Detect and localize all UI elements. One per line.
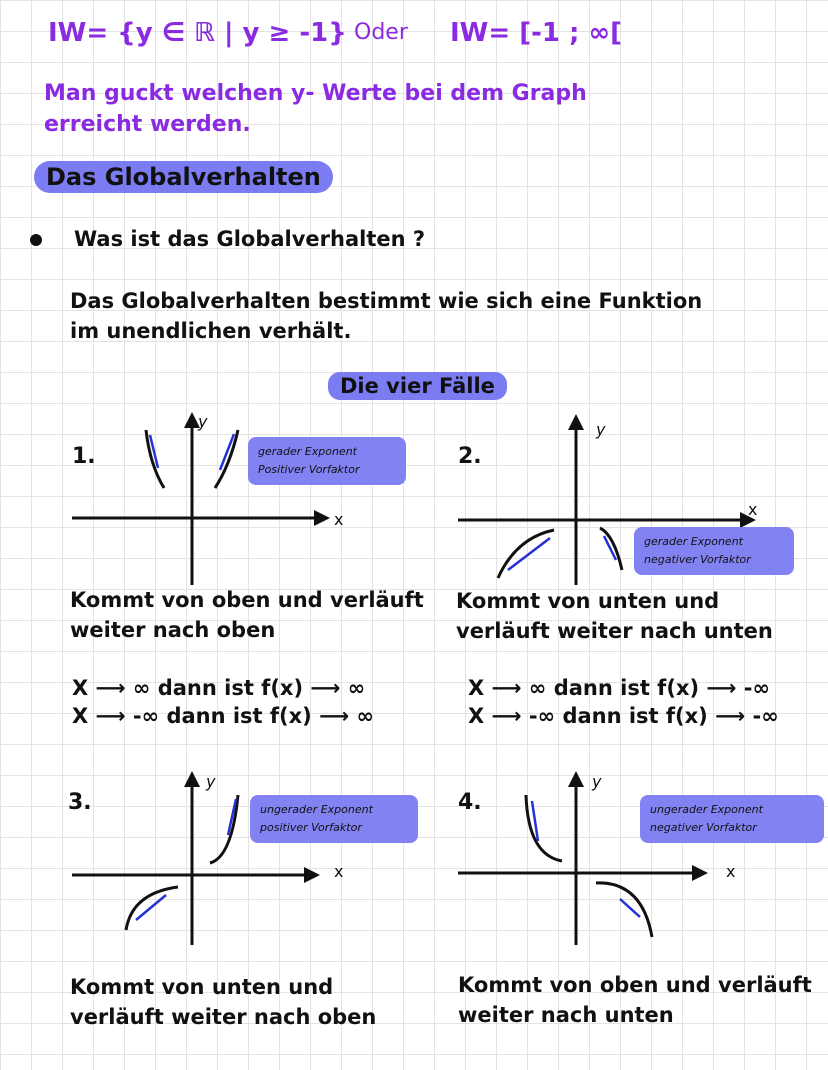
case-1-x-label: x — [334, 510, 344, 529]
case-1-limit-1: X ⟶ ∞ dann ist f(x) ⟶ ∞ — [72, 676, 366, 700]
range-explanation: Man guckt welchen y- Werte bei dem Graph erreicht werden. — [44, 81, 587, 137]
case-3-graph — [70, 765, 360, 955]
case-1-note-line2: Positiver Vorfaktor — [258, 463, 360, 476]
case-3-number: 3. — [68, 790, 92, 815]
case-2-note — [634, 527, 794, 575]
case-1-note — [248, 437, 406, 485]
case-4-desc-2: weiter nach unten — [458, 1003, 674, 1027]
cases-title — [328, 374, 507, 398]
case-4-note — [640, 795, 824, 843]
case-2-y-label: y — [596, 420, 606, 439]
case-1-desc-2: weiter nach oben — [70, 618, 276, 642]
cases-title-text: Die vier Fälle — [328, 372, 507, 400]
case-3-note-line2: positiver Vorfaktor — [260, 821, 362, 834]
question: Was ist das Globalverhalten ? — [74, 227, 426, 251]
case-1-note-line1: gerader Exponent — [258, 445, 357, 458]
case-2-limit-2: X ⟶ -∞ dann ist f(x) ⟶ -∞ — [468, 704, 779, 728]
range-interval: IW= [-1 ; ∞[ — [450, 18, 622, 48]
case-1-desc-1: Kommt von oben und verläuft — [70, 588, 424, 612]
case-2-number: 2. — [458, 444, 482, 469]
case-3-note — [250, 795, 418, 843]
case-1-y-label: y — [198, 412, 208, 431]
case-3-y-label: y — [206, 772, 216, 791]
case-3-x-label: x — [334, 862, 344, 881]
case-3-note-line1: ungerader Exponent — [260, 803, 373, 816]
case-2-x-label: x — [748, 500, 758, 519]
range-set: IW= {y ∈ ℝ | y ≥ -1} — [48, 18, 347, 48]
oder-label: Oder — [354, 20, 408, 45]
case-2-desc-2: verläuft weiter nach unten — [456, 619, 773, 643]
case-4-y-label: y — [592, 772, 602, 791]
case-4-graph — [456, 765, 756, 955]
case-4-desc-1: Kommt von oben und verläuft — [458, 973, 812, 997]
case-2-note-line1: gerader Exponent — [644, 535, 743, 548]
definition: Das Globalverhalten bestimmt wie sich eine Funktion im unendlichen verhält. — [70, 289, 703, 343]
case-1-limit-2: X ⟶ -∞ dann ist f(x) ⟶ ∞ — [72, 704, 374, 728]
case-2-limit-1: X ⟶ ∞ dann ist f(x) ⟶ -∞ — [468, 676, 770, 700]
case-3-desc-1: Kommt von unten und — [70, 975, 334, 999]
case-4-x-label: x — [726, 862, 736, 881]
case-2-desc-1: Kommt von unten und — [456, 589, 720, 613]
case-1-number: 1. — [72, 444, 96, 469]
case-4-number: 4. — [458, 790, 482, 815]
case-3-desc-2: verläuft weiter nach oben — [70, 1005, 377, 1029]
case-2-note-line2: negativer Vorfaktor — [644, 553, 751, 566]
section-title-text: Das Globalverhalten — [34, 161, 333, 193]
bullet-icon — [30, 234, 42, 246]
case-4-note-line2: negativer Vorfaktor — [650, 821, 757, 834]
section-title — [34, 163, 333, 191]
case-4-note-line1: ungerader Exponent — [650, 803, 763, 816]
